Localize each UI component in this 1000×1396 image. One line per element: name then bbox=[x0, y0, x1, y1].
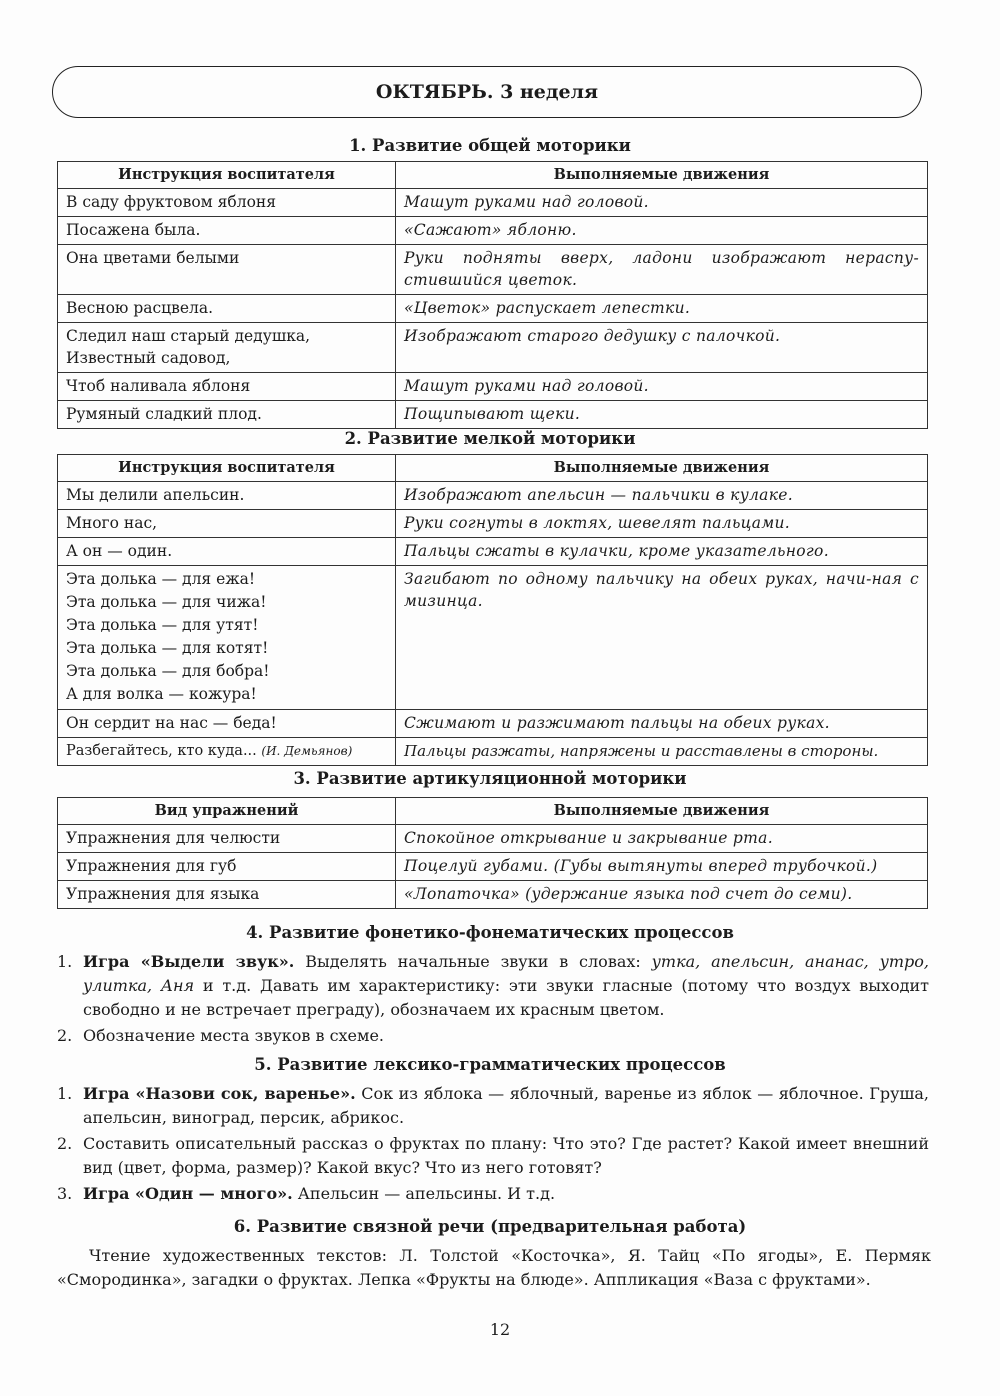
instruction-cell: В саду фруктовом яблоня bbox=[58, 189, 396, 217]
table-row bbox=[58, 189, 928, 217]
table-header-row bbox=[58, 455, 928, 482]
table-row bbox=[58, 825, 928, 853]
list-item bbox=[57, 1182, 929, 1206]
instruction-cell: Весною расцвела. bbox=[58, 295, 396, 323]
section-5-title: 5. Развитие лексико-грамматических процессов bbox=[254, 1055, 726, 1074]
item-text: Обозначение места звуков в схеме. bbox=[83, 1026, 385, 1045]
instruction-text: Разбегайтесь, кто куда... bbox=[66, 743, 257, 759]
instruction-cell: Много нас, bbox=[58, 510, 396, 538]
table-header-row bbox=[58, 162, 928, 189]
page-title-text: ОКТЯБРЬ. 3 неделя bbox=[375, 81, 599, 103]
table-header-row bbox=[58, 798, 928, 825]
movement-cell: Изображают апельсин — пальчики в кулаке. bbox=[396, 482, 928, 510]
instruction-line: Эта долька — для утят! bbox=[66, 616, 259, 634]
movement-cell: Руки согнуты в локтях, шевелят пальцами. bbox=[396, 510, 928, 538]
section-4-list bbox=[57, 950, 929, 1048]
instruction-line: Известный садовод, bbox=[66, 349, 231, 367]
movement-cell: Пальцы сжаты в кулачки, кроме указательного. bbox=[396, 538, 928, 566]
section-3-title: 3. Развитие артикуляционной моторики bbox=[293, 769, 687, 788]
column-header: Выполняемые движения bbox=[396, 798, 928, 825]
item-text: Составить описательный рассказ о фруктах по плану: Что это? Где растет? Какой имеет внешний вид (цвет, форма, размер)? Какой вкус? Что из него готовят? bbox=[83, 1134, 929, 1177]
instruction-cell: Чтоб наливала яблоня bbox=[58, 373, 396, 401]
section-1-title: 1. Развитие общей моторики bbox=[349, 136, 631, 155]
instruction-line: Следил наш старый дедушка, bbox=[66, 327, 311, 345]
list-item bbox=[57, 1082, 929, 1130]
table-row bbox=[58, 217, 928, 245]
column-header: Вид упражнений bbox=[58, 798, 396, 825]
instruction-line: Эта долька — для бобра! bbox=[66, 662, 270, 680]
instruction-cell bbox=[58, 738, 396, 766]
table-row bbox=[58, 710, 928, 738]
item-text: Апельсин — апельсины. И т.д. bbox=[292, 1184, 556, 1203]
table-row bbox=[58, 482, 928, 510]
column-header: Выполняемые движения bbox=[396, 162, 928, 189]
section-5-list bbox=[57, 1082, 929, 1206]
movement-cell: Пощипывают щеки. bbox=[396, 401, 928, 429]
instruction-line: Эта долька — для котят! bbox=[66, 639, 269, 657]
item-number: 2. bbox=[57, 1026, 73, 1045]
table-row bbox=[58, 538, 928, 566]
table-row bbox=[58, 853, 928, 881]
instruction-cell bbox=[58, 323, 396, 373]
table-row bbox=[58, 401, 928, 429]
instruction-cell: Румяный сладкий плод. bbox=[58, 401, 396, 429]
movement-cell: Пальцы разжаты, напряжены и расставлены в стороны. bbox=[396, 738, 928, 766]
page-number: 12 bbox=[489, 1320, 511, 1339]
movement-cell: «Лопаточка» (удержание языка под счет до семи). bbox=[396, 881, 928, 909]
instruction-cell: А он — один. bbox=[58, 538, 396, 566]
table-row bbox=[58, 566, 928, 710]
list-item bbox=[57, 1024, 929, 1048]
list-item bbox=[57, 1132, 929, 1180]
fine-motor-table bbox=[57, 454, 928, 766]
section-2-title: 2. Развитие мелкой моторики bbox=[344, 429, 636, 448]
instruction-cell: Она цветами белыми bbox=[58, 245, 396, 295]
movement-cell: Загибают по одному пальчику на обеих руках, начи-ная с мизинца. bbox=[396, 566, 928, 710]
item-text: Выделять начальные звуки в словах: bbox=[294, 952, 652, 971]
item-text: Сок из яблока — яблочный, варенье из яблок — яблочное. Груша, апельсин, виноград, персик, абрикос. bbox=[83, 1084, 930, 1127]
list-item bbox=[57, 950, 929, 1022]
game-title: Игра «Один — много». bbox=[83, 1184, 293, 1203]
instruction-cell: Мы делили апельсин. bbox=[58, 482, 396, 510]
table-row bbox=[58, 245, 928, 295]
column-header: Выполняемые движения bbox=[396, 455, 928, 482]
exercise-cell: Упражнения для челюсти bbox=[58, 825, 396, 853]
movement-cell: Машут руками над головой. bbox=[396, 189, 928, 217]
example-words: утка, апельсин, ананас, утро, улитка, Аня bbox=[83, 952, 929, 995]
articulation-table bbox=[57, 797, 928, 909]
gross-motor-table bbox=[57, 161, 928, 429]
item-number: 3. bbox=[57, 1184, 73, 1203]
movement-cell: «Цветок» распускает лепестки. bbox=[396, 295, 928, 323]
item-number: 1. bbox=[57, 952, 73, 971]
instruction-cell: Посажена была. bbox=[58, 217, 396, 245]
instruction-line: Эта долька — для чижа! bbox=[66, 593, 267, 611]
movement-cell: Поцелуй губами. (Губы вытянуты вперед трубочкой.) bbox=[396, 853, 928, 881]
section-6-title: 6. Развитие связной речи (предварительная работа) bbox=[233, 1217, 747, 1236]
instruction-cell: Он сердит на нас — беда! bbox=[58, 710, 396, 738]
game-title: Игра «Назови сок, варенье». bbox=[83, 1084, 356, 1103]
item-number: 1. bbox=[57, 1084, 73, 1103]
movement-cell: Машут руками над головой. bbox=[396, 373, 928, 401]
instruction-cell bbox=[58, 566, 396, 710]
table-row bbox=[58, 738, 928, 766]
instruction-line: Эта долька — для ежа! bbox=[66, 570, 256, 588]
column-header: Инструкция воспитателя bbox=[58, 162, 396, 189]
table-row bbox=[58, 295, 928, 323]
table-row bbox=[58, 510, 928, 538]
exercise-cell: Упражнения для языка bbox=[58, 881, 396, 909]
poem-author: (И. Демьянов) bbox=[261, 744, 353, 758]
movement-cell: Спокойное открывание и закрывание рта. bbox=[396, 825, 928, 853]
section-4-title: 4. Развитие фонетико-фонематических процессов bbox=[246, 923, 734, 942]
instruction-line: А для волка — кожура! bbox=[66, 685, 257, 703]
column-header: Инструкция воспитателя bbox=[58, 455, 396, 482]
movement-cell: «Сажают» яблоню. bbox=[396, 217, 928, 245]
table-row bbox=[58, 323, 928, 373]
movement-cell: Изображают старого дедушку с палочкой. bbox=[396, 323, 928, 373]
movement-cell: Руки подняты вверх, ладони изображают нераспу-стившийся цветок. bbox=[396, 245, 928, 295]
section-6-text: Чтение художественных текстов: Л. Толстой «Косточка», Я. Тайц «По ягоды», Е. Пермяк «Смородинка», загадки о фруктах. Лепка «Фрукты на блюде». Аппликация «Ваза с фруктами». bbox=[57, 1246, 931, 1289]
table-row bbox=[58, 373, 928, 401]
item-text: и т.д. Давать им характеристику: эти звуки гласные (потому что воздух выходит свободно и не встречает преграду), обозначаем их красным цветом. bbox=[83, 976, 929, 1019]
exercise-cell: Упражнения для губ bbox=[58, 853, 396, 881]
table-row bbox=[58, 881, 928, 909]
page-title bbox=[52, 66, 922, 118]
movement-cell: Сжимают и разжимают пальцы на обеих руках. bbox=[396, 710, 928, 738]
item-number: 2. bbox=[57, 1134, 73, 1153]
game-title: Игра «Выдели звук». bbox=[83, 952, 295, 971]
